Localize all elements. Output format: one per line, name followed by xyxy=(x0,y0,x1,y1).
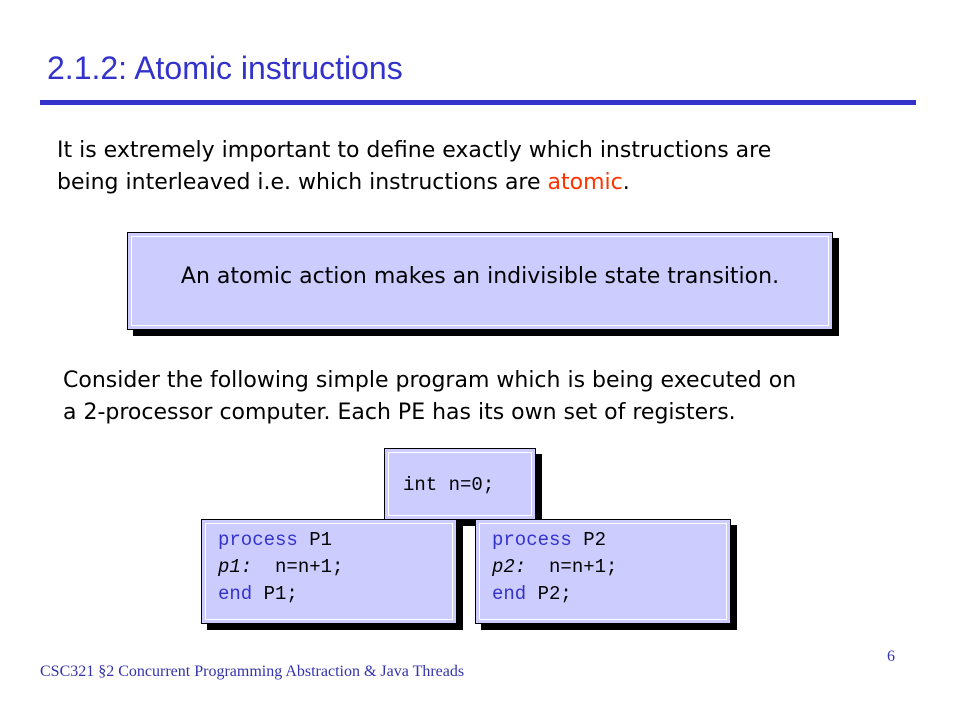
intro-line-2-end: . xyxy=(622,170,630,195)
init-code-box xyxy=(384,448,536,520)
p2-kw-end: end xyxy=(492,583,527,605)
page-number: 6 xyxy=(887,648,895,665)
p1-line-2 xyxy=(218,554,343,581)
program-paragraph xyxy=(63,365,796,429)
slide-title: 2.1.2: Atomic instructions xyxy=(47,50,403,86)
intro-paragraph xyxy=(57,135,771,199)
p2-line-3 xyxy=(492,581,617,608)
p2-line-2 xyxy=(492,554,617,581)
p2-end-name: P2; xyxy=(537,583,572,605)
p1-stmt: n=n+1; xyxy=(275,556,344,578)
process-p2-code xyxy=(492,527,617,608)
p2-line-1 xyxy=(492,527,617,554)
p2-name: P2 xyxy=(583,529,607,551)
program-line-2: a 2-processor computer. Each PE has its own set of registers. xyxy=(63,400,736,425)
process-p2-box xyxy=(475,519,731,624)
process-p1-box xyxy=(201,519,457,624)
init-code: int n=0; xyxy=(403,474,495,496)
p1-kw-end: end xyxy=(218,583,253,605)
intro-line-1: It is extremely important to define exactly which instructions are xyxy=(57,138,772,163)
program-line-1: Consider the following simple program which is being executed on xyxy=(63,368,797,393)
definition-box xyxy=(127,232,833,330)
definition-text: An atomic action makes an indivisible state transition. xyxy=(180,264,780,289)
p2-label: p2: xyxy=(492,556,527,578)
intro-line-2-text: being interleaved i.e. which instructions are xyxy=(57,170,548,195)
p1-label: p1: xyxy=(218,556,253,578)
title-divider xyxy=(40,100,916,105)
p1-name: P1 xyxy=(309,529,333,551)
p1-end-name: P1; xyxy=(263,583,298,605)
process-p1-code xyxy=(218,527,343,608)
p1-line-1 xyxy=(218,527,343,554)
intro-line-2 xyxy=(57,167,771,199)
p1-line-3 xyxy=(218,581,343,608)
atomic-highlight: atomic xyxy=(547,170,623,195)
p2-kw-process: process xyxy=(492,529,572,551)
p1-kw-process: process xyxy=(218,529,298,551)
p2-stmt: n=n+1; xyxy=(549,556,618,578)
footer-course: CSC321 §2 Concurrent Programming Abstraction & Java Threads xyxy=(40,663,465,680)
